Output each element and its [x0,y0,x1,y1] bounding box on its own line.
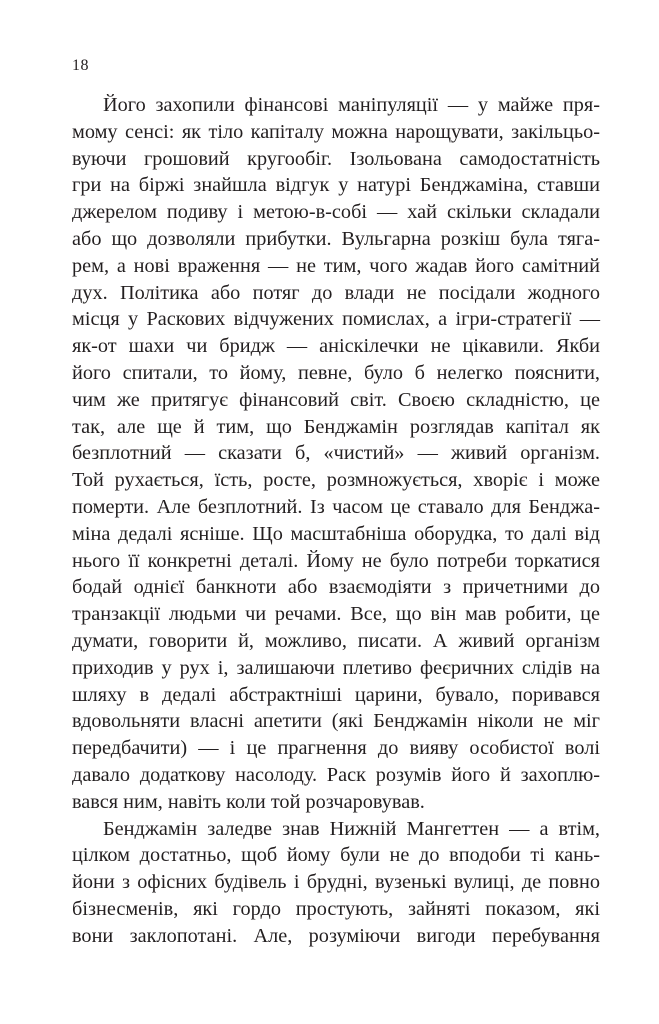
text-line: як-от шахи чи бридж — аніскілечки не цікавили. Якби [72,335,600,358]
text-line: місця у Раскових відчужених помислах, а ігри-стратегії — [72,308,600,331]
text-line: Бенджамін заледве знав Нижній Мангеттен — а втім, [103,817,600,840]
text-line: бізнесменів, які гордо простують, зайняті показом, які [72,897,600,920]
text-line: дух. Політика або потяг до влади не посідали жодного [72,281,600,304]
text-line: мому сенсі: як тіло капіталу можна нарощувати, закільцьо- [72,120,600,143]
text-line: безплотний — сказати б, «чистий» — живий організм. [72,442,600,465]
text-line: так, але ще й тим, що Бенджамін розглядав капітал як [72,415,600,438]
text-line: вуючи грошовий кругообіг. Ізольована самодостатність [72,147,600,170]
paragraph [72,816,600,950]
text-line: або що дозволяли прибутки. Вульгарна розкіш була тяга- [72,227,600,250]
text-line: Той рухається, їсть, росте, розмножується, хворіє і може [72,469,600,492]
text-line: вони заклопотані. Але, розуміючи вигоди перебування [72,924,600,947]
text-line: вався ним, навіть коли той розчаровував. [72,790,425,813]
text-line: передбачити) — і це прагнення до вияву особистої волі [72,737,600,760]
text-line: бодай однієї банкноти або взаємодіяти з причетними до [72,576,600,599]
text-line: цілком достатньо, щоб йому були не до вподоби ті кань- [72,844,600,867]
text-line: померти. Але безплотний. Із часом це ставало для Бенджа- [72,495,600,518]
text-line: рем, а нові враження — не тим, чого жадав його самітний [72,254,600,277]
text-line: приходив у рух і, залишаючи плетиво феєричних слідів на [72,656,600,679]
text-line: міна дедалі ясніше. Що масштабніша оборудка, то далі від [72,522,600,545]
text-line: Його захопили фінансові маніпуляції — у майже пря- [103,94,600,116]
text-line: давало додаткову насолоду. Раск розумів його й захоплю- [72,763,600,786]
body-text [72,92,600,950]
text-line: йони з офісних будівель і брудні, вузенькі вулиці, де повно [72,871,600,894]
paragraph [72,92,600,816]
text-line: шляху в дедалі абстрактніші царини, бувало, поривався [72,683,600,706]
text-line: чим же притягує фінансовий світ. Своєю складністю, це [72,388,600,411]
text-line: джерелом подиву і метою-в-собі — хай скільки складали [72,201,600,224]
text-line: його спитали, то йому, певне, було б нелегко пояснити, [72,361,600,384]
text-line: думати, говорити й, можливо, писати. А живий організм [72,629,600,652]
text-line: транзакції людьми чи речами. Все, що він мав робити, це [72,603,600,626]
text-line: вдовольняти власні апетити (які Бенджамін ніколи не міг [72,710,600,733]
page-number: 18 [72,57,89,74]
text-line: гри на біржі знайшла відгук у натурі Бенджаміна, ставши [72,174,600,197]
text-line: нього її конкретні деталі. Йому не було потреби торкатися [72,549,600,572]
